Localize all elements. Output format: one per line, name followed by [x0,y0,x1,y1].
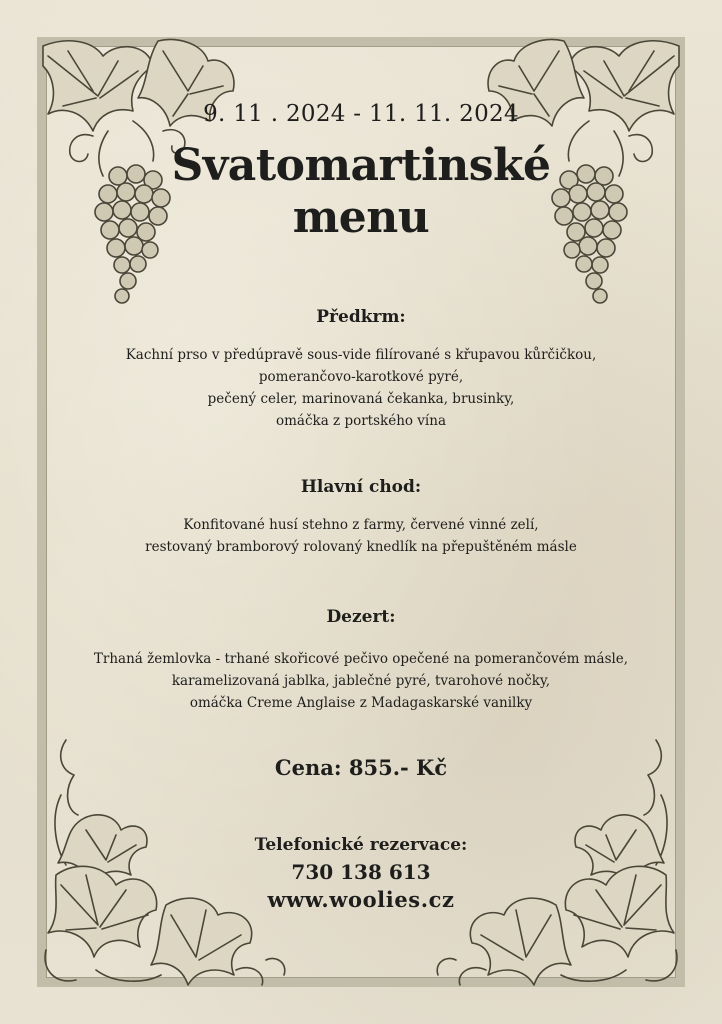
dessert-description [0,648,722,714]
starter-line: pomerančovo-karotkové pyré, [258,369,464,385]
phone-number: 730 138 613 [291,860,431,884]
starter-line: Kachní prso v předúpravě sous-vide filírované s křupavou kůrčičkou, [125,347,597,363]
reservation-label: Telefonické rezervace: [254,835,468,855]
main-course-description [0,514,722,558]
starter-description [0,344,722,432]
price: Cena: 855.- Kč [274,755,448,780]
title-line-2: menu [292,192,430,243]
website-link[interactable]: www.woolies.cz [267,887,455,912]
dessert-line: karamelizovaná jablka, jablečné pyré, tvarohové nočky, [171,673,551,689]
date-range: 9. 11 . 2024 - 11. 11. 2024 [203,101,519,127]
dessert-line: Trhaná žemlovka - trhané skořicové pečivo opečené na pomerančovém másle, [93,651,629,667]
contact-block [0,832,722,913]
starter-heading: Předkrm: [316,307,406,327]
main-course-line: Konfitované husí stehno z farmy, červené vinné zelí, [183,517,539,533]
main-course-heading: Hlavní chod: [300,477,422,497]
dessert-heading: Dezert: [326,607,396,627]
page-title [0,140,722,244]
title-line-1: Svatomartinské [171,140,551,191]
dessert-line: omáčka Creme Anglaise z Madagaskarské vanilky [189,695,533,711]
starter-line: pečený celer, marinovaná čekanka, brusinky, [207,391,515,407]
starter-line: omáčka z portského vína [275,413,446,429]
main-course-line: restovaný bramborový rolovaný knedlík na přepuštěném másle [145,539,577,555]
